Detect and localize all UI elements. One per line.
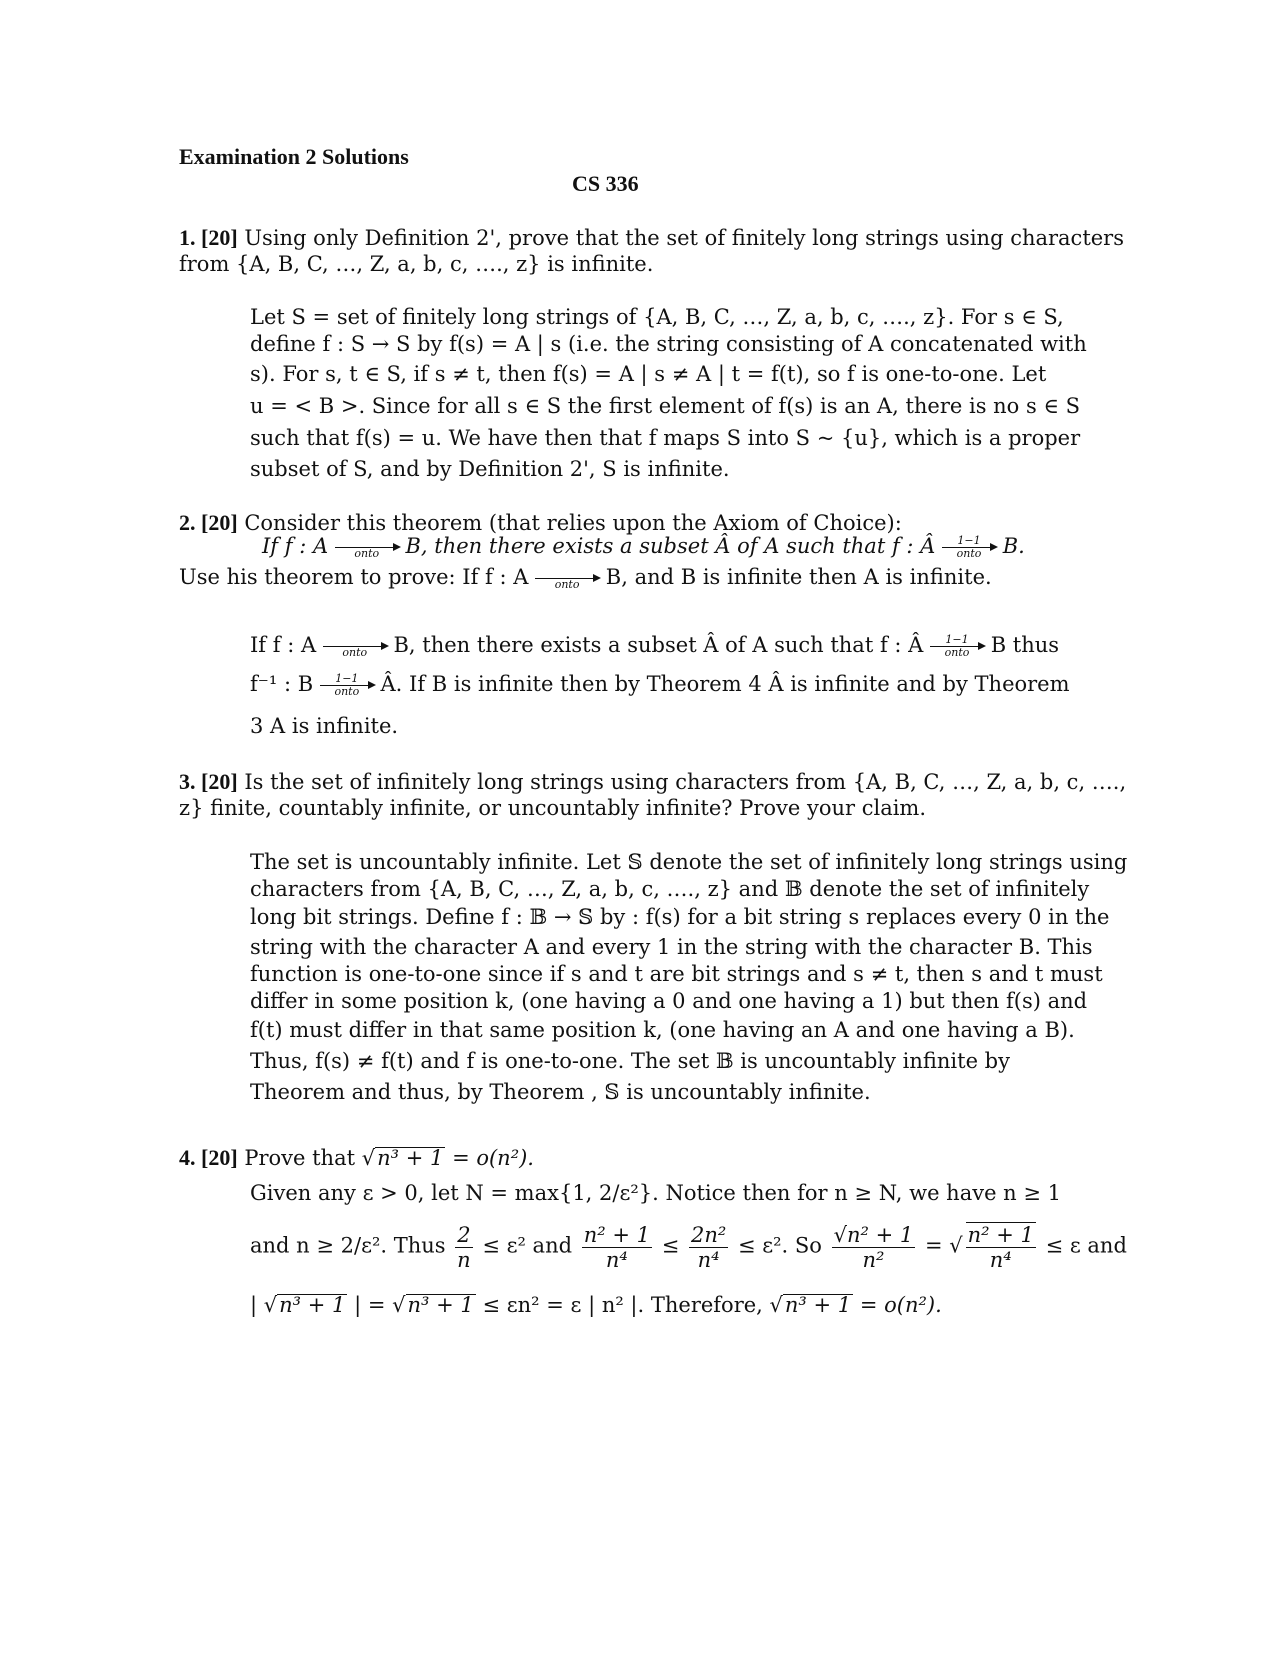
q2-sol-part-1: If f : A xyxy=(250,633,317,657)
q1-solution-line-5: such that f(s) = u. We have then that f maps S into S ~ {u}, which is a proper xyxy=(250,426,1081,450)
q2-number: 2. [20] xyxy=(179,510,238,535)
q2-theorem-part-2: B, then there exists a subset Â of A such that f : Â xyxy=(405,534,936,558)
q3-solution-line-4: string with the character A and every 1 in the string with the character B. This xyxy=(250,935,1093,959)
arrow-label-onto: onto xyxy=(342,646,368,659)
bijection-arrow xyxy=(320,673,374,698)
arrow-label-one-to-one: 1−1 xyxy=(945,633,969,646)
q4-sol-text-d: ≤ ε². So xyxy=(737,1233,822,1258)
fraction-2-over-n xyxy=(455,1223,472,1272)
fraction-sqrt-over-n2 xyxy=(832,1223,916,1272)
fraction-2n2-over-n4 xyxy=(689,1223,728,1272)
q4-radicand-3: n³ + 1 xyxy=(784,1293,852,1317)
document-title: Examination 2 Solutions xyxy=(179,144,409,169)
q3-prompt-line-1 xyxy=(179,771,1126,793)
q4-abs-close: | = xyxy=(354,1293,386,1317)
q3-solution-line-6: differ in some position k, (one having a 0 and one having a 1) but then f(s) and xyxy=(250,989,1088,1013)
q3-number: 3. [20] xyxy=(179,769,238,794)
q4-sol-text-c: ≤ xyxy=(661,1233,680,1258)
q1-solution-line-4: u = < B >. Since for all s ∈ S the first element of f(s) is an A, there is no s ∈ S xyxy=(250,394,1081,418)
frac-numerator: n² + 1 xyxy=(583,1222,650,1247)
q2-sol-part-2: B, then there exists a subset Â of A such that f : Â xyxy=(393,633,924,657)
onto-arrow xyxy=(535,566,599,591)
onto-arrow xyxy=(335,535,399,560)
fraction-under-root xyxy=(966,1222,1036,1272)
frac-numerator: n² + 1 xyxy=(967,1223,1034,1247)
q1-prompt-line-1 xyxy=(179,227,1124,249)
q2-prompt-line-1 xyxy=(179,512,902,534)
frac-numerator: √n² + 1 xyxy=(833,1222,914,1247)
q4-abs-open: | xyxy=(250,1293,258,1317)
q3-solution-line-1: The set is uncountably infinite. Let 𝕊 denote the set of infinitely long strings using xyxy=(250,850,1128,874)
onto-arrow xyxy=(323,634,387,659)
q4-radicand-2: n³ + 1 xyxy=(407,1293,474,1317)
bijection-arrow xyxy=(930,634,984,659)
q3-prompt-line-2: z} finite, countably infinite, or uncountably infinite? Prove your claim. xyxy=(179,796,927,820)
q4-sol-text-b: ≤ ε² and xyxy=(482,1233,573,1258)
q1-solution-line-3: s). For s, t ∈ S, if s ≠ t, then f(s) = A | s ≠ A | t = f(t), so f is one-to-one. Let xyxy=(250,362,1047,386)
q4-sol-text-a: and n ≥ 2/ε². Thus xyxy=(250,1233,446,1258)
q2-sol-part-3: B thus xyxy=(990,633,1060,657)
q3-solution-line-8: Thus, f(s) ≠ f(t) and f is one-to-one. The set 𝔹 is uncountably infinite by xyxy=(250,1049,1010,1073)
q1-solution-line-6: subset of S, and by Definition 2', S is infinite. xyxy=(250,457,730,481)
q4-prompt-text: Prove that xyxy=(244,1146,356,1170)
q4-conclusion: = o(n²). xyxy=(859,1293,942,1317)
q3-solution-line-9: Theorem and thus, by Theorem , 𝕊 is uncountably infinite. xyxy=(250,1080,871,1104)
q2-sol-part-5: Â. If B is infinite then by Theorem 4 Â is infinite and by Theorem xyxy=(380,672,1070,696)
q4-prompt-line: 4. [20] Prove that √n³ + 1 = o(n²). xyxy=(179,1145,534,1170)
q4-number: 4. [20] xyxy=(179,1145,238,1170)
q3-solution-line-5: function is one-to-one since if s and t are bit strings and s ≠ t, then s and t must xyxy=(250,962,1103,986)
frac-numerator: 2n² xyxy=(690,1222,727,1247)
q4-sol-text-e: = xyxy=(924,1233,943,1258)
frac-denominator: n² xyxy=(862,1247,885,1272)
arrow-label-onto: onto xyxy=(944,646,970,659)
q4-prompt-radicand: n³ + 1 xyxy=(377,1146,444,1170)
q2-solution-line-1 xyxy=(250,634,1059,659)
q2-use-line xyxy=(179,566,992,591)
frac-denominator: n xyxy=(457,1247,471,1272)
q3-prompt-text-1: Is the set of infinitely long strings using characters from {A, B, C, …, Z, a, b, c, …., xyxy=(244,770,1127,794)
q2-prompt-text: Consider this theorem (that relies upon the Axiom of Choice): xyxy=(244,511,902,535)
q2-sol-part-4: f⁻¹ : B xyxy=(250,672,314,696)
q1-number: 1. [20] xyxy=(179,225,238,250)
q4-solution-line-3: | √n³ + 1 | = √n³ + 1 ≤ εn² = ε | n² |. Therefore, √n³ + 1 = o(n²). xyxy=(250,1293,942,1317)
arrow-label-onto: onto xyxy=(334,685,360,698)
q2-theorem-part-1: If f : A xyxy=(262,534,329,558)
q3-solution-line-3: long bit strings. Define f : 𝔹 → 𝕊 by : f(s) for a bit string s replaces every 0 in the xyxy=(250,905,1110,929)
q4-prompt-claim: = o(n²). xyxy=(452,1146,534,1170)
q1-solution-line-1: Let S = set of finitely long strings of {A, B, C, …, Z, a, b, c, …., z}. For s ∈ S, xyxy=(250,305,1064,329)
q4-sol-text-f: ≤ ε and xyxy=(1045,1233,1127,1258)
q4-solution-line-2: and n ≥ 2/ε². Thus $\frac{2}{n}$ ≤ ε² and $\frac{\text{n² + 1}}{\text{n⁴}}$ ≤ $\frac{\text{2n²}}{\text{n⁴}}$ ≤ ε². So $\frac{\text{√n² + 1}}{\text{n²}}$ = √ $\frac{\text{n² + 1}}{\text{n⁴}}$ ≤ ε and xyxy=(250,1222,1127,1273)
q3-solution-line-2: characters from {A, B, C, …, Z, a, b, c, …., z} and 𝔹 denote the set of infinitely xyxy=(250,877,1090,901)
q4-solution-line-1: Given any ε > 0, let N = max{1, 2/ε²}. Notice then for n ≥ N, we have n ≥ 1 xyxy=(250,1181,1062,1205)
q1-prompt-text-1: Using only Definition 2', prove that the set of finitely long strings using characters xyxy=(244,226,1124,250)
arrow-label-one-to-one: 1−1 xyxy=(335,672,359,685)
arrow-label-onto: onto xyxy=(354,547,380,560)
q2-theorem-line xyxy=(262,535,1025,560)
q2-use-part-1: Use his theorem to prove: If f : A xyxy=(179,565,529,589)
q3-solution-line-7: f(t) must differ in that same position k, (one having an A and one having a B). xyxy=(250,1018,1075,1042)
q1-solution-line-2: define f : S → S by f(s) = A | s (i.e. the string consisting of A concatenated with xyxy=(250,332,1087,356)
bijection-arrow xyxy=(942,535,996,560)
q2-theorem-part-3: B. xyxy=(1002,534,1025,558)
arrow-label-onto: onto xyxy=(956,547,982,560)
arrow-label-onto: onto xyxy=(554,578,580,591)
fraction-n2p1-over-n4 xyxy=(582,1223,652,1272)
frac-numerator: 2 xyxy=(457,1222,471,1247)
frac-denominator: n⁴ xyxy=(605,1247,628,1272)
arrow-label-one-to-one: 1−1 xyxy=(957,534,981,547)
q2-solution-line-2 xyxy=(250,673,1070,698)
frac-denominator: n⁴ xyxy=(989,1248,1012,1273)
q4-radicand-1: n³ + 1 xyxy=(279,1293,346,1317)
q2-use-part-2: B, and B is infinite then A is infinite. xyxy=(605,565,992,589)
course-code: CS 336 xyxy=(572,171,639,196)
q4-sol-text-g: ≤ εn² = ε | n² |. Therefore, xyxy=(482,1293,763,1317)
q1-prompt-line-2: from {A, B, C, …, Z, a, b, c, …., z} is infinite. xyxy=(179,252,654,276)
frac-denominator: n⁴ xyxy=(697,1247,720,1272)
q2-solution-line-3: 3 A is infinite. xyxy=(250,714,399,738)
